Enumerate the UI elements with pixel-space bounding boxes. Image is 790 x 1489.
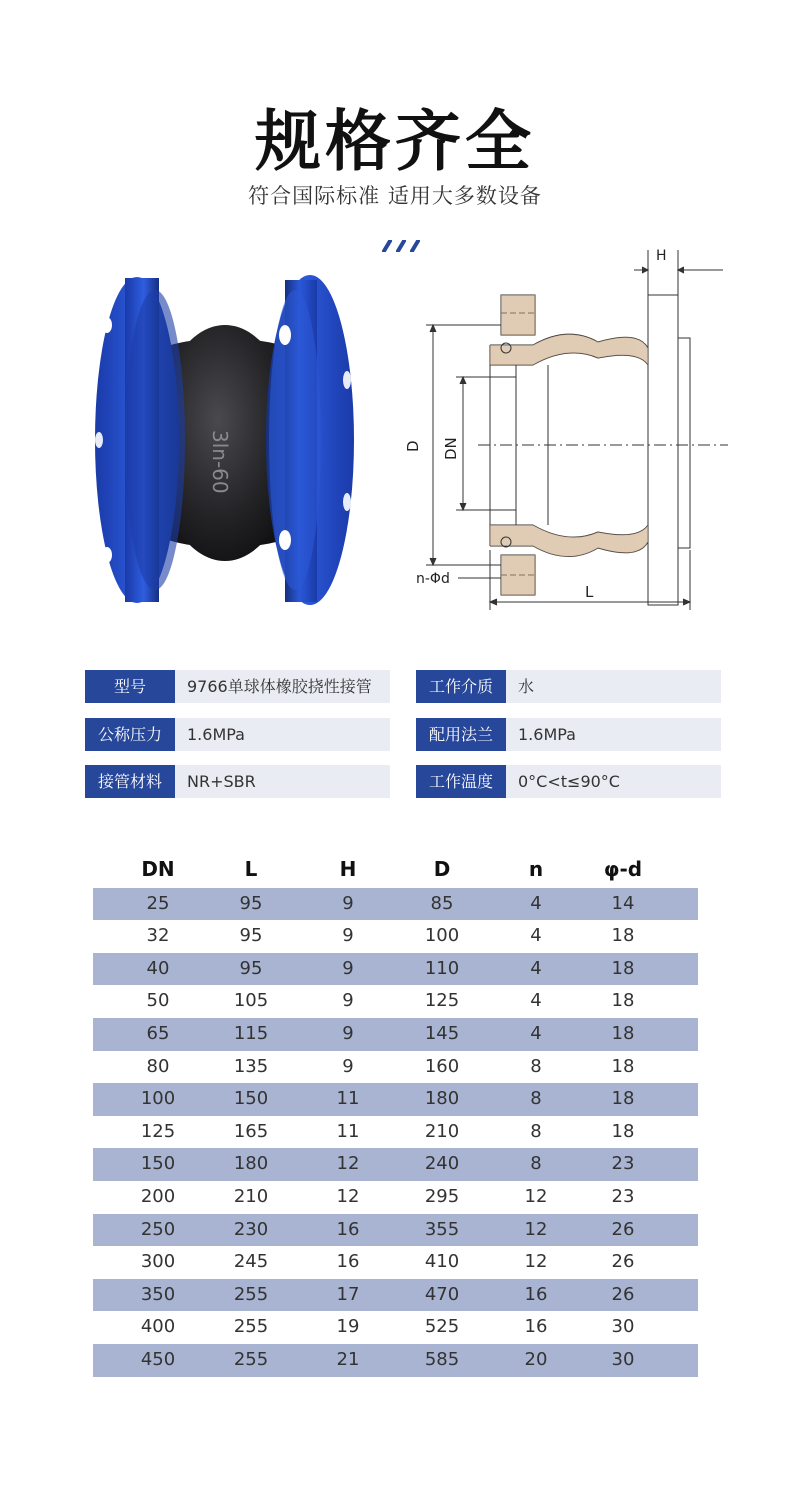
- table-cell: 125: [140, 1120, 176, 1142]
- table-row: [93, 953, 698, 986]
- table-cell: 26: [611, 1218, 635, 1240]
- table-row: [93, 1051, 698, 1084]
- dimension-diagram: [398, 240, 728, 620]
- table-cell: 95: [239, 892, 263, 914]
- table-cell: 255: [233, 1316, 269, 1338]
- table-cell: 105: [233, 990, 269, 1012]
- table-cell: 250: [140, 1218, 176, 1240]
- page-subtitle: 符合国际标准 适用大多数设备: [248, 184, 542, 208]
- table-cell: 145: [424, 1022, 460, 1044]
- spec-label: 工作温度: [416, 765, 506, 798]
- table-row: [93, 1116, 698, 1149]
- table-cell: 26: [611, 1251, 635, 1273]
- table-cell: 18: [611, 1055, 635, 1077]
- table-header-cell: n: [528, 857, 544, 881]
- label-h: H: [656, 248, 667, 264]
- spec-value: NR+SBR: [175, 765, 390, 798]
- table-cell: 12: [524, 1185, 548, 1207]
- table-cell: 295: [424, 1185, 460, 1207]
- table-header: [93, 855, 698, 888]
- table-cell: 23: [611, 1185, 635, 1207]
- table-cell: 125: [424, 990, 460, 1012]
- table-cell: 300: [140, 1251, 176, 1273]
- table-cell: 255: [233, 1283, 269, 1305]
- table-cell: 16: [524, 1316, 548, 1338]
- table-cell: 21: [336, 1348, 360, 1370]
- table-cell: 40: [146, 957, 170, 979]
- table-cell: 8: [530, 1153, 542, 1175]
- table-cell: 50: [146, 990, 170, 1012]
- table-cell: 240: [424, 1153, 460, 1175]
- photo-marking-text: 3ln-60: [208, 430, 232, 494]
- table-cell: 12: [336, 1153, 360, 1175]
- table-header-cell: DN: [141, 857, 175, 881]
- table-cell: 16: [524, 1283, 548, 1305]
- spec-label: 公称压力: [85, 718, 175, 751]
- table-cell: 200: [140, 1185, 176, 1207]
- label-d: D: [404, 440, 422, 452]
- table-cell: 32: [146, 925, 170, 947]
- table-cell: 30: [611, 1316, 635, 1338]
- table-row: [93, 1214, 698, 1247]
- table-cell: 180: [233, 1153, 269, 1175]
- table-cell: 4: [530, 1022, 542, 1044]
- table-cell: 16: [336, 1251, 360, 1273]
- table-row: [93, 1344, 698, 1377]
- spec-value: 1.6MPa: [506, 718, 721, 751]
- page-title: 规格齐全: [255, 103, 535, 180]
- table-cell: 115: [233, 1022, 269, 1044]
- product-photo: [85, 270, 365, 615]
- table-row: [93, 1148, 698, 1181]
- table-cell: 18: [611, 925, 635, 947]
- table-row: [93, 985, 698, 1018]
- table-cell: 18: [611, 1120, 635, 1142]
- label-l: L: [585, 583, 594, 601]
- table-cell: 18: [611, 957, 635, 979]
- table-cell: 9: [342, 990, 354, 1012]
- table-row: [93, 1246, 698, 1279]
- table-cell: 8: [530, 1055, 542, 1077]
- table-cell: 25: [146, 892, 170, 914]
- table-cell: 4: [530, 990, 542, 1012]
- table-cell: 95: [239, 925, 263, 947]
- table-cell: 525: [424, 1316, 460, 1338]
- table-cell: 9: [342, 1022, 354, 1044]
- table-cell: 230: [233, 1218, 269, 1240]
- table-row: [93, 920, 698, 953]
- table-cell: 20: [524, 1348, 548, 1370]
- table-cell: 4: [530, 957, 542, 979]
- spec-value: 水: [506, 670, 721, 703]
- table-header-cell: φ-d: [603, 857, 643, 881]
- table-cell: 470: [424, 1283, 460, 1305]
- table-cell: 410: [424, 1251, 460, 1273]
- table-cell: 180: [424, 1088, 460, 1110]
- table-cell: 255: [233, 1348, 269, 1370]
- table-cell: 160: [424, 1055, 460, 1077]
- table-cell: 355: [424, 1218, 460, 1240]
- table-cell: 95: [239, 957, 263, 979]
- spec-label: 型号: [85, 670, 175, 703]
- table-row: [93, 1279, 698, 1312]
- table-cell: 9: [342, 957, 354, 979]
- table-cell: 8: [530, 1120, 542, 1142]
- table-cell: 585: [424, 1348, 460, 1370]
- spec-label: 工作介质: [416, 670, 506, 703]
- spec-grid: [85, 670, 721, 800]
- table-cell: 450: [140, 1348, 176, 1370]
- table-cell: 245: [233, 1251, 269, 1273]
- table-cell: 12: [524, 1218, 548, 1240]
- table-cell: 350: [140, 1283, 176, 1305]
- table-row: [93, 1083, 698, 1116]
- table-cell: 85: [430, 892, 454, 914]
- table-cell: 18: [611, 1022, 635, 1044]
- label-dn: DN: [442, 437, 460, 460]
- table-body: [93, 888, 698, 1377]
- table-cell: 9: [342, 1055, 354, 1077]
- table-cell: 4: [530, 925, 542, 947]
- table-cell: 150: [140, 1153, 176, 1175]
- table-cell: 80: [146, 1055, 170, 1077]
- table-row: [93, 888, 698, 921]
- table-header-cell: D: [433, 857, 451, 881]
- table-cell: 400: [140, 1316, 176, 1338]
- table-cell: 9: [342, 925, 354, 947]
- spec-value: 9766单球体橡胶挠性接管: [175, 670, 390, 703]
- table-header-cell: L: [244, 857, 258, 881]
- dimensions-table: [93, 855, 698, 1377]
- spec-label: 配用法兰: [416, 718, 506, 751]
- table-cell: 150: [233, 1088, 269, 1110]
- table-cell: 26: [611, 1283, 635, 1305]
- table-cell: 14: [611, 892, 635, 914]
- spec-value: 0°C<t≤90°C: [506, 765, 721, 798]
- table-cell: 165: [233, 1120, 269, 1142]
- table-cell: 110: [424, 957, 460, 979]
- table-row: [93, 1311, 698, 1344]
- table-cell: 210: [233, 1185, 269, 1207]
- table-cell: 30: [611, 1348, 635, 1370]
- table-cell: 100: [140, 1088, 176, 1110]
- table-cell: 135: [233, 1055, 269, 1077]
- table-cell: 11: [336, 1120, 360, 1142]
- table-cell: 12: [524, 1251, 548, 1273]
- table-cell: 11: [336, 1088, 360, 1110]
- table-cell: 18: [611, 990, 635, 1012]
- table-cell: 9: [342, 892, 354, 914]
- table-row: [93, 1018, 698, 1051]
- table-cell: 19: [336, 1316, 360, 1338]
- table-cell: 210: [424, 1120, 460, 1142]
- table-cell: 23: [611, 1153, 635, 1175]
- spec-label: 接管材料: [85, 765, 175, 798]
- spec-value: 1.6MPa: [175, 718, 390, 751]
- table-cell: 4: [530, 892, 542, 914]
- label-bolt: n-Φd: [416, 571, 450, 587]
- table-header-cell: H: [339, 857, 357, 881]
- table-cell: 18: [611, 1088, 635, 1110]
- table-row: [93, 1181, 698, 1214]
- table-cell: 17: [336, 1283, 360, 1305]
- table-cell: 16: [336, 1218, 360, 1240]
- table-cell: 12: [336, 1185, 360, 1207]
- table-cell: 100: [424, 925, 460, 947]
- table-cell: 65: [146, 1022, 170, 1044]
- table-cell: 8: [530, 1088, 542, 1110]
